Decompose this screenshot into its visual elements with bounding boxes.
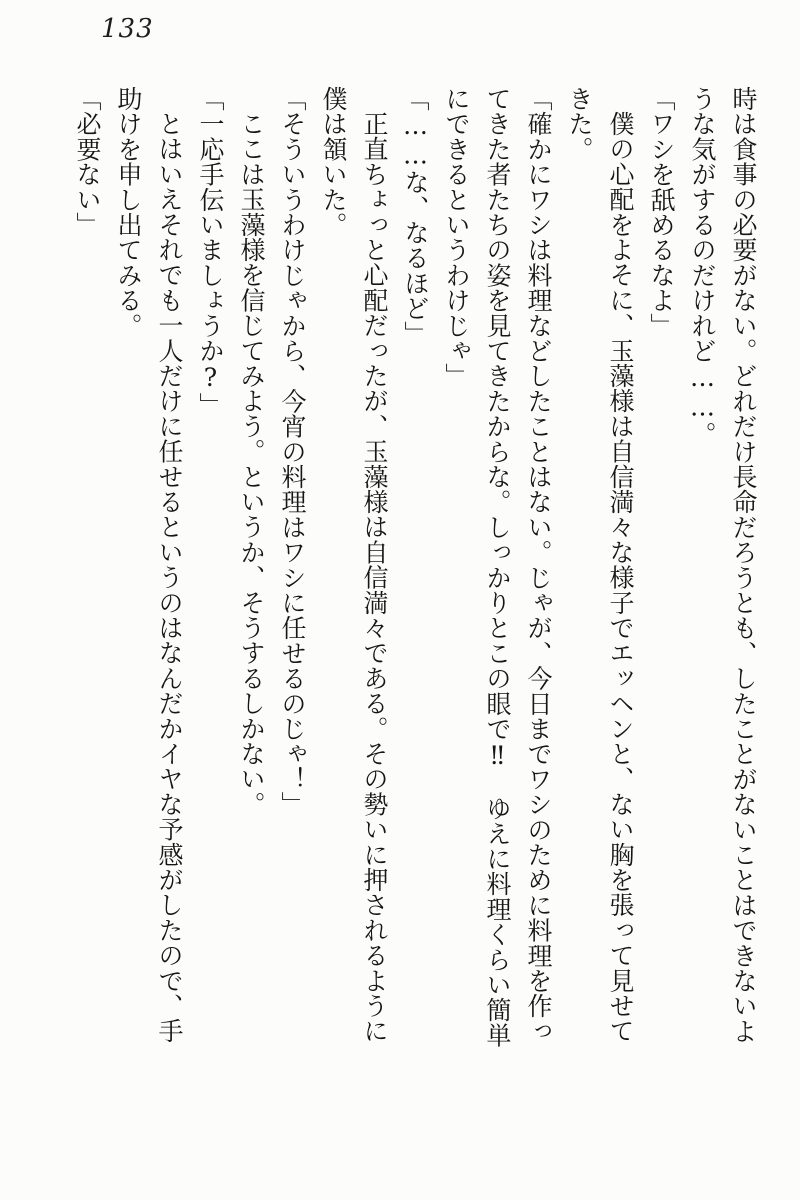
text-line: きた。 [565, 86, 594, 162]
text-line: 時は食事の必要がない。どれだけ長命だろうとも、したことがないことはできないよ [729, 86, 758, 1044]
text-line: 正直ちょっと心配だったが、玉藻様は自信満々である。その勢いに押されるように [360, 111, 389, 1044]
text-line: 「確かにワシは料理などしたことはない。じゃが、今日までワシのために料理を作っ [524, 86, 553, 1044]
text-line: ここは玉藻様を信じてみよう。というか、そうするしかない。 [237, 111, 266, 817]
text-line: 「必要ない」 [73, 86, 102, 238]
text-line: 「……な、なるほど」 [401, 86, 430, 346]
text-line: とはいえそれでも一人だけに任せるというのはなんだかイヤな予感がしたので、手 [155, 111, 184, 1044]
text-line: 助けを申し出てみる。 [114, 86, 143, 338]
text-line: 「そういうわけじゃから、今宵の料理はワシに任せるのじゃ！」 [278, 86, 307, 817]
vertical-text-block [67, 86, 764, 1058]
text-line: 「ワシを舐めるなよ」 [647, 86, 676, 338]
text-line: てきた者たちの姿を見てきたからな。しっかりとこの眼で‼ ゆえに料理くらい簡単 [483, 86, 512, 1048]
text-line: にできるというわけじゃ」 [442, 86, 471, 389]
text-line: 僕の心配をよそに、玉藻様は自信満々な様子でエッヘンと、ない胸を張って見せて [606, 111, 635, 1044]
text-line: うな気がするのだけれど……。 [688, 86, 717, 447]
text-line: 僕は頷いた。 [319, 86, 348, 238]
text-line: 「一応手伝いましょうか?」 [196, 86, 225, 418]
page-number: 133 [101, 14, 154, 44]
